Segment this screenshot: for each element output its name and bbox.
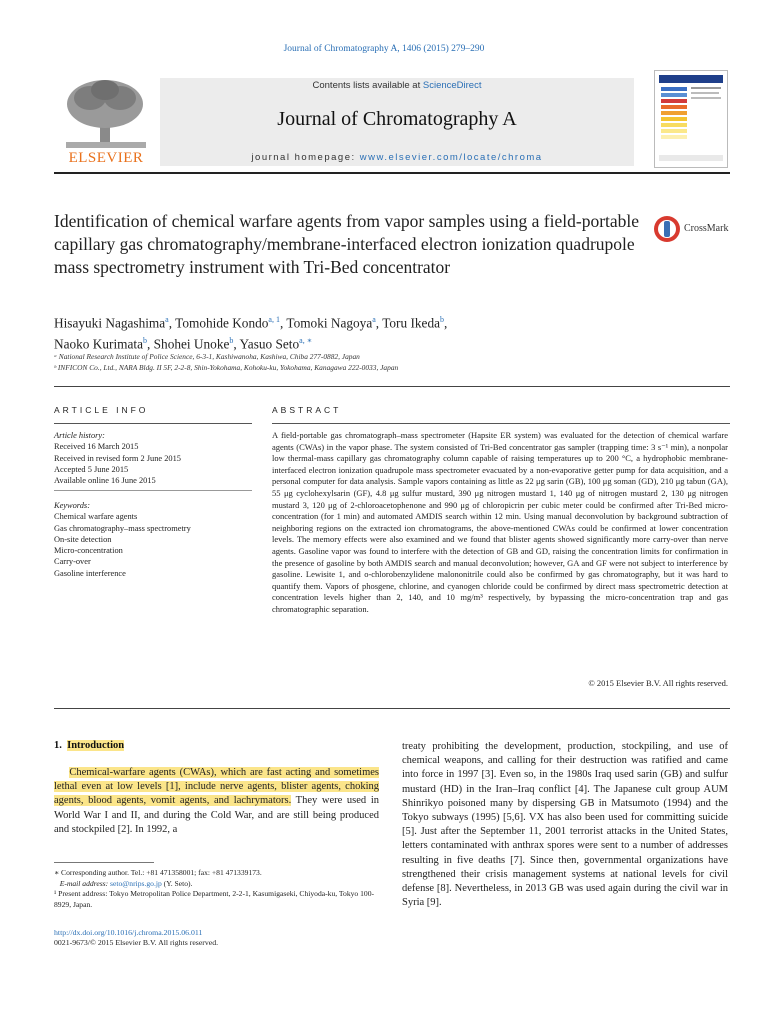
journal-reference[interactable]: Journal of Chromatography A, 1406 (2015) 279–290 <box>283 44 485 54</box>
crossmark-icon[interactable] <box>652 214 682 244</box>
history-label: Article history: <box>54 431 105 440</box>
present-address-note: ¹ Present address: Tokyo Metropolitan Police Department, 2-2-1, Kasumigaseki, Chiyoda-ku, Tokyo 100-8929, Japan. <box>54 889 375 909</box>
author-name[interactable]: Yasuo Seto <box>239 336 300 352</box>
email-suffix: (Y. Seto). <box>161 878 193 888</box>
abstract-copyright: © 2015 Elsevier B.V. All rights reserved. <box>588 678 728 688</box>
author-affiliation-mark[interactable]: a, ∗ <box>299 336 313 346</box>
author-affiliation-mark[interactable]: b <box>440 315 444 324</box>
history-online: Available online 16 June 2015 <box>54 476 156 486</box>
keyword-item: Chemical warfare agents <box>54 512 138 522</box>
crossmark-label[interactable]: CrossMark <box>684 223 729 234</box>
history-revised: Received in revised form 2 June 2015 <box>54 453 181 463</box>
keywords-rule <box>54 490 252 491</box>
corresponding-author-note: ∗ Corresponding author. Tel.: +81 471358001; fax: +81 471339173. <box>54 868 262 877</box>
author-affiliation-mark[interactable]: a <box>372 315 376 324</box>
author-affiliation-mark[interactable]: a, 1 <box>268 315 280 324</box>
section-number: 1. <box>54 740 62 751</box>
footnotes <box>54 868 379 910</box>
contents-prefix: Contents lists available at <box>312 80 423 91</box>
article-info-rule <box>54 423 252 424</box>
history-accepted: Accepted 5 June 2015 <box>54 464 129 474</box>
affiliation-b: ᵇ INFICON Co., Ltd., NARA Bldg. II 5F, 2-2-8, Shin-Yokohama, Kohoku-ku, Yokohama, Kanagawa 222-0033, Japan <box>54 363 399 372</box>
author-affiliation-mark[interactable]: b <box>143 336 147 346</box>
keywords-label: Keywords: <box>54 501 90 510</box>
article-history <box>54 430 254 486</box>
issn-line: 0021-9673/© 2015 Elsevier B.V. All rights reserved. <box>54 938 219 947</box>
author-name[interactable]: Shohei Unoke <box>153 336 230 352</box>
keyword-item: Gas chromatography–mass spectrometry <box>54 523 191 533</box>
email-link[interactable]: seto@nrips.go.jp <box>110 878 162 888</box>
keyword-item: Micro-concentration <box>54 546 123 556</box>
section-rule <box>54 386 730 387</box>
introduction-column-1 <box>54 766 379 837</box>
keyword-item: On-site detection <box>54 534 112 544</box>
abstract-rule <box>272 423 730 424</box>
author-name[interactable]: Tomohide Kondo <box>175 315 269 331</box>
author-affiliation-mark[interactable]: a <box>165 315 169 324</box>
doi-link[interactable]: http://dx.doi.org/10.1016/j.chroma.2015.06.011 <box>54 928 203 937</box>
journal-cover-image <box>654 70 728 168</box>
author-affiliation-mark[interactable]: b <box>229 336 234 346</box>
abstract-body: A field-portable gas chromatograph–mass spectrometer (Hapsite ER system) was evaluated for the detection of chemical warfare agents (CWAs) in the vapor phase. The system consisted of Tri-Bed concentrator gas sampler (trapping time: 3 s⁻¹ min), a nonpolar low thermal-mass capillary gas chromatography column capable of raising temperatures up to 200 °C, a hydrophobic membrane-interfaced electron ionization quadrupole mass spectrometer evacuated by a non-evaporative getter pump for data acquisition, and a personal computer for data analysis. Sample vapors containing as little as 22 μg sarin (GB), 100 μg soman (GD), 210 μg tabun (GA), 55 μg cyclohexylsarin (GF), 4.8 μg sulfur mustard, 390 μg nitrogen mustard 1, 140 μg of nitrogen mustard 2, 130 μg nitrogen mustard 3, 120 μg of 2-chloroacetophenone and 990 μg of chloropicrin per cubic meter could be confirmed after Tri-Bed micro-concentration (for 1 min) and automated AMDIS search within 12 min. Using manual deconvolution by background subtraction of neighboring regions on the extracted ion chromatograms, the above-mentioned CWAs could be confirmed at lower concentration levels. The memory effects were also examined and we found that blister agents showed significantly more carry-over than nerve agents. Gasoline vapor was found to interfere with the detection of GB and GD, raising the concentration limits for confirmation in the presence of gasoline by both AMDIS search and manual deconvolution; however, GA and GF were not subject to interference by gasoline. Lewisite 1, and o-chlorobenzylidene malononitrile could also be confirmed by gas chromatography, but it was hard to quantify them. Vapors of phosgene, chlorine, and cyanogen chloride could be confirmed by direct mass spectrometric detection at concentration levels higher than 2, 140, and 10 mg/m³ respectively, by bypassing the micro-concentration trap and gas chromatographic separation. <box>272 430 728 614</box>
contents-available-line <box>160 80 634 91</box>
affiliation-a: ᵃ National Research Institute of Police Science, 6-3-1, Kashiwanoha, Kashiwa, Chiba 277-0882, Japan <box>54 352 360 361</box>
keywords <box>54 500 254 579</box>
sciencedirect-link[interactable]: ScienceDirect <box>422 80 482 91</box>
author-name[interactable]: Tomoki Nagoya <box>286 315 373 331</box>
footnote-rule <box>54 862 154 863</box>
introduction-text: They were used in World War I and II, and during the Cold War, and are still being produced and stockpiled [2]. In 1992, a <box>54 795 379 835</box>
highlighted-text: Chemical-warfare agents (CWAs), which are fast acting and sometimes lethal even at low levels [1], include nerve agents, blister agents, choking agents, blood agents, vomit agents, and lachrymators. <box>54 767 379 807</box>
introduction-title: Introduction <box>67 740 125 751</box>
author-name[interactable]: Naoko Kurimata <box>54 336 143 352</box>
email-note <box>54 879 379 890</box>
abstract-heading: ABSTRACT <box>272 405 342 415</box>
article-info-heading: ARTICLE INFO <box>54 405 149 415</box>
email-label: E-mail address: <box>59 878 111 888</box>
affiliations <box>54 351 694 373</box>
body-rule <box>54 708 730 709</box>
homepage-prefix: journal homepage: <box>251 152 360 163</box>
homepage-link[interactable]: www.elsevier.com/locate/chroma <box>359 152 543 163</box>
journal-title: Journal of Chromatography A <box>277 108 517 130</box>
history-received: Received 16 March 2015 <box>54 442 139 452</box>
author-name[interactable]: Toru Ikeda <box>382 315 440 331</box>
keyword-item: Carry-over <box>54 557 91 567</box>
article-title: Identification of chemical warfare agents from vapor samples using a field-portable capillary gas chromatography/membrane-interfaced electron ionization quadrupole mass spectrometry instrument with Tri-Bed concentrator <box>54 211 640 277</box>
journal-homepage-line <box>160 152 634 163</box>
elsevier-wordmark: ELSEVIER <box>68 150 144 166</box>
keyword-item: Gasoline interference <box>54 568 126 578</box>
author-name[interactable]: Hisayuki Nagashima <box>54 315 166 331</box>
introduction-column-2: treaty prohibiting the development, production, stockpiling, and use of chemical weapons, and calling for their destruction was ratified and came into force in 1997 [3]. Even so, in the 1980s Iraq used sarin (GB) and sulfur mustard (HD) in the Iran–Iraq conflict [4]. The Japanese cult group AUM Shinrikyo poisoned many by dispersing GB in Matsumoto (1994) and the Tokyo subways (1995) [5,6]. VX has also been used for committing suicide [5]. Just after the September 11, 2001 terrorist attacks in the United States, letters contaminated with anthrax spores were sent to a number of addresses resulting in five deaths [7]. Since then, governmental organizations have strengthened their crisis management systems at national levels for civil defense [8]. Nevertheless, in 2013 GB was used again during the civil war in Syria [9]. <box>402 741 728 909</box>
header-rule <box>54 172 730 174</box>
author-list: Hisayuki Nagashima$^a$, Tomohide Kondo$^{a, 1}$, Tomoki Nagoya$^a$, Toru Ikeda$^b$, Naoko Kurimata$^b$, Shohei Unoke$^b$, Yasuo Seto$^{a, ∗}$ <box>54 315 448 352</box>
introduction-heading <box>54 740 124 751</box>
